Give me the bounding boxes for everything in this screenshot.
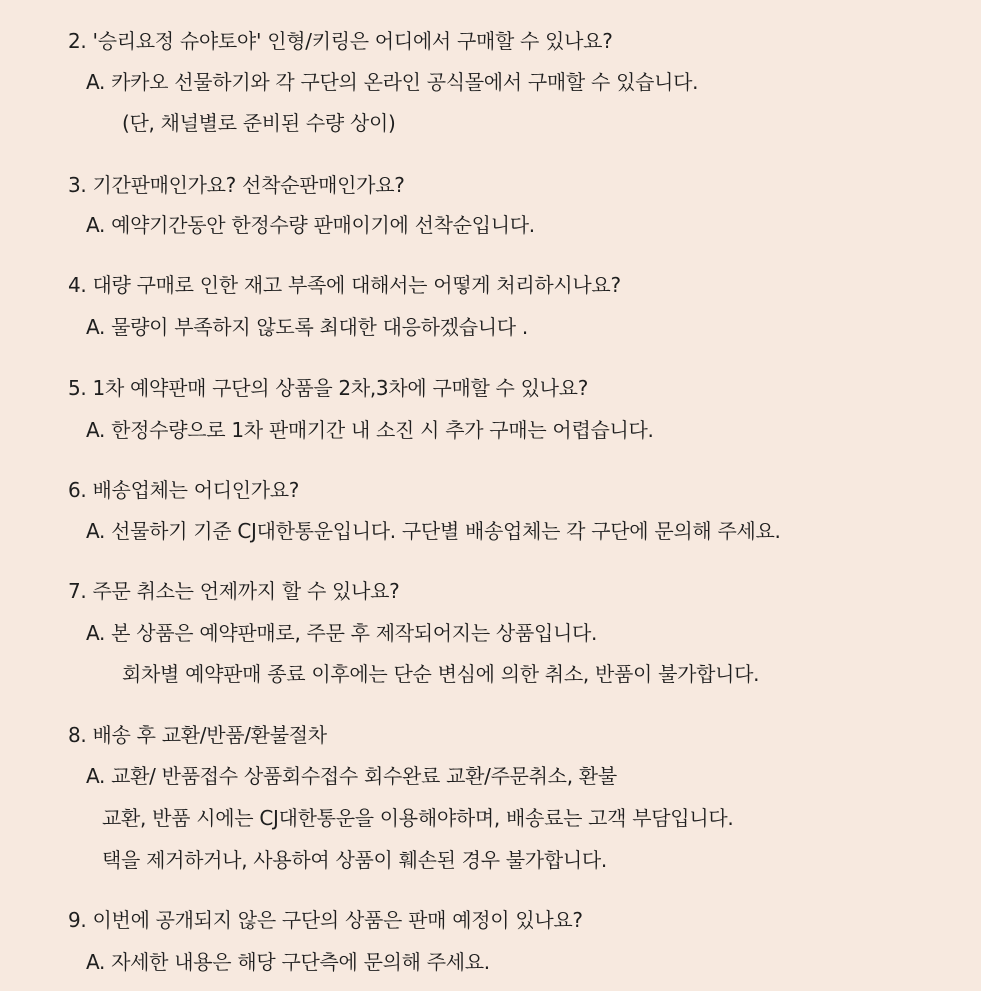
faq-answer-2-note: (단, 채널별로 준비된 수량 상이) [122,111,396,135]
faq-answer-6: A. 선물하기 기준 CJ대한통운입니다. 구단별 배송업체는 각 구단에 문의해 주세요. [86,519,781,543]
faq-question-2: 2. '승리요정 슈야토야' 인형/키링은 어디에서 구매할 수 있나요? [68,29,613,53]
faq-question-4: 4. 대량 구매로 인한 재고 부족에 대해서는 어떻게 처리하시나요? [68,273,621,297]
faq-question-7: 7. 주문 취소는 언제까지 할 수 있나요? [68,579,400,603]
faq-question-5: 5. 1차 예약판매 구단의 상품을 2차,3차에 구매할 수 있나요? [68,376,589,400]
faq-question-3: 3. 기간판매인가요? 선착순판매인가요? [68,173,405,197]
faq-answer-4: A. 물량이 부족하지 않도록 최대한 대응하겠습니다 . [86,315,528,339]
faq-answer-9: A. 자세한 내용은 해당 구단측에 문의해 주세요. [86,950,490,974]
faq-question-8: 8. 배송 후 교환/반품/환불절차 [68,723,327,747]
faq-answer-8-steps: A. 교환/ 반품접수 상품회수접수 회수완료 교환/주문취소, 환불 [86,764,617,788]
faq-answer-5: A. 한정수량으로 1차 판매기간 내 소진 시 추가 구매는 어렵습니다. [86,418,654,442]
faq-answer-7-detail: 회차별 예약판매 종료 이후에는 단순 변심에 의한 취소, 반품이 불가합니다. [122,662,760,686]
faq-question-6: 6. 배송업체는 어디인가요? [68,478,300,502]
faq-answer-8-shipping: 교환, 반품 시에는 CJ대한통운을 이용해야하며, 배송료는 고객 부담입니다. [102,806,734,830]
faq-answer-3: A. 예약기간동안 한정수량 판매이기에 선착순입니다. [86,213,535,237]
faq-question-9: 9. 이번에 공개되지 않은 구단의 상품은 판매 예정이 있나요? [68,908,583,932]
faq-answer-2: A. 카카오 선물하기와 각 구단의 온라인 공식몰에서 구매할 수 있습니다. [86,70,699,94]
faq-answer-7: A. 본 상품은 예약판매로, 주문 후 제작되어지는 상품입니다. [86,621,598,645]
faq-answer-8-condition: 택을 제거하거나, 사용하여 상품이 훼손된 경우 불가합니다. [102,848,607,872]
